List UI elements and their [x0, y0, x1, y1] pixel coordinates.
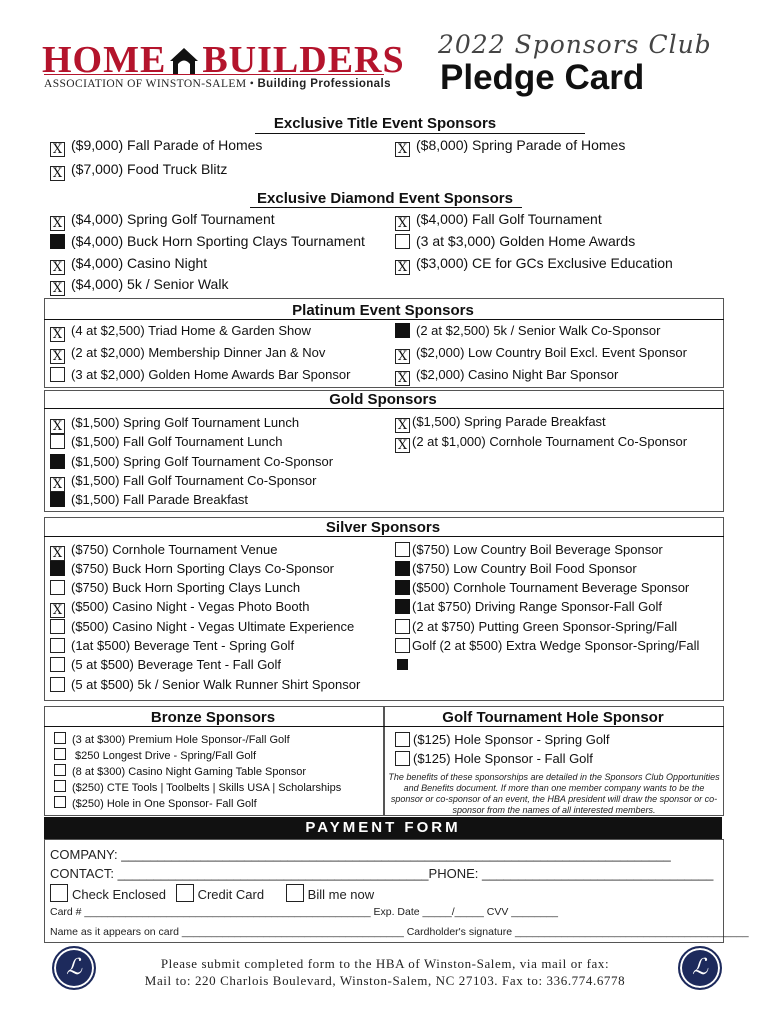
- option-label: (1at $750) Driving Range Sponsor-Fall Golf: [412, 599, 663, 614]
- credit-card-label: Credit Card: [197, 887, 265, 902]
- option-label: (1at $500) Beverage Tent - Spring Golf: [71, 638, 295, 653]
- checkbox[interactable]: [50, 234, 65, 249]
- checkbox[interactable]: [50, 561, 65, 576]
- option-label: ($750) Cornhole Tournament Venue: [71, 542, 278, 557]
- bronze-sponsors-heading: Bronze Sponsors: [150, 709, 276, 726]
- logo-tagline: Building Professionals: [257, 78, 391, 90]
- sponsor-option[interactable]: [50, 210, 275, 231]
- option-label: $250 Longest Drive - Spring/Fall Golf: [72, 750, 257, 762]
- sponsor-option[interactable]: [395, 210, 602, 231]
- checkbox[interactable]: [395, 638, 410, 653]
- hba-seal-left: ℒ: [52, 946, 96, 990]
- sponsor-option[interactable]: [395, 541, 663, 559]
- checkbox[interactable]: [50, 492, 65, 507]
- sponsor-option[interactable]: [395, 344, 687, 364]
- sponsor-option[interactable]: [50, 344, 325, 364]
- option-label: (8 at $300) Casino Night Gaming Table Sponsor: [72, 766, 306, 778]
- checkbox[interactable]: [395, 561, 410, 576]
- bill-me-label: Bill me now: [307, 887, 375, 902]
- submission-instructions: [100, 955, 670, 989]
- footer-line-1: Please submit completed form to the HBA of Winston-Salem, via mail or fax:: [160, 956, 610, 971]
- club-title: 2022 Sponsors Club: [438, 30, 712, 59]
- option-label: ($1,500) Spring Parade Breakfast: [412, 414, 606, 429]
- checkbox[interactable]: X: [395, 142, 410, 157]
- option-label: ($1,500) Spring Golf Tournament Lunch: [71, 415, 300, 430]
- credit-card-checkbox[interactable]: [176, 884, 194, 902]
- checkbox[interactable]: X: [50, 546, 65, 561]
- sponsor-option[interactable]: [395, 136, 625, 157]
- option-label: ($1,500) Spring Golf Tournament Co-Sponsor: [71, 454, 334, 469]
- golf-hole-rule: [384, 726, 724, 727]
- sponsor-option[interactable]: [395, 413, 606, 433]
- footer-line-2: Mail to: 220 Charlois Boulevard, Winston-Salem, NC 27103. Fax to: 336.774.6778: [144, 973, 626, 988]
- option-label: ($500) Cornhole Tournament Beverage Sponsor: [412, 580, 690, 595]
- checkbox[interactable]: [50, 367, 65, 382]
- checkbox[interactable]: X: [50, 216, 65, 231]
- sponsor-option[interactable]: [50, 676, 360, 694]
- checkbox[interactable]: [50, 677, 65, 692]
- title-sponsors-rule: [255, 133, 585, 134]
- option-label: (4 at $2,500) Triad Home & Garden Show: [71, 323, 311, 338]
- checkbox[interactable]: [54, 748, 66, 760]
- option-label: ($4,000) 5k / Senior Walk: [71, 276, 229, 292]
- sponsor-option[interactable]: [50, 541, 277, 561]
- option-label: (5 at $500) 5k / Senior Walk Runner Shirt Sponsor: [71, 677, 361, 692]
- benefits-note: The benefits of these sponsorships are detailed in the Sponsors Club Opportunities and Benefits document. If more than one member company wants to be the sponsor or co-sponsor of an event, the HBA president will draw the sponsor or co-sponsor from the names of all interested members.: [388, 772, 720, 815]
- card-number-field[interactable]: Card # _________________________________________________ Exp. Date _____/_____ CVV ________: [50, 906, 558, 918]
- checkbox[interactable]: X: [50, 260, 65, 275]
- sponsor-option[interactable]: [50, 254, 207, 275]
- option-label: ($9,000) Fall Parade of Homes: [71, 137, 263, 153]
- contact-field[interactable]: CONTACT: ___________________________________________PHONE: ________________________________: [50, 866, 714, 881]
- checkbox[interactable]: X: [395, 349, 410, 364]
- sponsor-option[interactable]: [54, 780, 341, 795]
- check-enclosed-checkbox[interactable]: [50, 884, 68, 902]
- checkbox[interactable]: [395, 599, 410, 614]
- checkbox[interactable]: X: [50, 327, 65, 342]
- checkbox[interactable]: X: [50, 477, 65, 492]
- checkbox[interactable]: X: [395, 216, 410, 231]
- payment-method-options: [50, 884, 374, 902]
- checkbox[interactable]: X: [395, 260, 410, 275]
- checkbox[interactable]: X: [50, 603, 65, 618]
- checkbox[interactable]: X: [395, 418, 410, 433]
- platinum-sponsors-heading: Platinum Event Sponsors: [292, 302, 474, 319]
- sponsor-option[interactable]: [395, 750, 593, 768]
- option-label: ($250) CTE Tools | Toolbelts | Skills USA | Scholarships: [72, 782, 342, 794]
- gold-rule: [44, 408, 724, 409]
- sponsor-option[interactable]: [50, 136, 262, 157]
- filled-checkbox-mark[interactable]: [397, 659, 408, 670]
- sponsor-option[interactable]: [50, 579, 300, 597]
- option-label: (2 at $2,500) 5k / Senior Walk Co-Sponsor: [416, 323, 661, 338]
- option-label: ($125) Hole Sponsor - Spring Golf: [413, 732, 610, 747]
- title-sponsors-heading: Exclusive Title Event Sponsors: [273, 115, 497, 132]
- checkbox[interactable]: [395, 234, 410, 249]
- option-label: ($8,000) Spring Parade of Homes: [416, 137, 626, 153]
- checkbox[interactable]: [54, 780, 66, 792]
- checkbox[interactable]: [50, 657, 65, 672]
- option-label: (5 at $500) Beverage Tent - Fall Golf: [71, 657, 282, 672]
- platinum-rule: [44, 319, 724, 320]
- checkbox[interactable]: [395, 323, 410, 338]
- sponsor-option[interactable]: [50, 560, 334, 578]
- checkbox[interactable]: [50, 454, 65, 469]
- company-field[interactable]: COMPANY: ____________________________________________________________________________: [50, 847, 671, 862]
- option-label: ($2,000) Low Country Boil Excl. Event Sponsor: [416, 345, 687, 360]
- sponsor-option[interactable]: [50, 472, 316, 492]
- option-label: ($1,500) Fall Parade Breakfast: [71, 492, 249, 507]
- checkbox[interactable]: X: [50, 419, 65, 434]
- sponsor-option[interactable]: [50, 322, 311, 342]
- option-label: (3 at $300) Premium Hole Sponsor-/Fall Golf: [72, 734, 290, 746]
- logo-home-text: HOME: [42, 39, 167, 81]
- silver-sponsors-heading: Silver Sponsors: [325, 519, 441, 536]
- checkbox[interactable]: [395, 732, 410, 747]
- option-label: ($500) Casino Night - Vegas Ultimate Experience: [71, 619, 355, 634]
- checkbox[interactable]: X: [395, 371, 410, 386]
- logo-association-text: ASSOCIATION OF WINSTON-SALEM: [44, 78, 247, 90]
- bill-me-checkbox[interactable]: [286, 884, 304, 902]
- sponsor-option[interactable]: [54, 732, 290, 747]
- sponsor-option[interactable]: [54, 764, 306, 779]
- checkbox[interactable]: [395, 751, 410, 766]
- sponsor-option[interactable]: [50, 414, 299, 434]
- option-label: Golf (2 at $500) Extra Wedge Sponsor-Spring/Fall: [412, 638, 700, 653]
- sponsor-option[interactable]: [54, 796, 257, 811]
- checkbox[interactable]: [54, 732, 66, 744]
- checkbox[interactable]: X: [50, 281, 65, 296]
- sponsor-option[interactable]: [50, 453, 333, 471]
- sponsor-option[interactable]: [50, 618, 354, 636]
- sponsor-option[interactable]: [395, 232, 635, 250]
- option-label: ($4,000) Casino Night: [71, 255, 208, 271]
- option-label: ($4,000) Spring Golf Tournament: [71, 211, 275, 227]
- house-icon: [168, 43, 200, 73]
- payment-form-heading: PAYMENT FORM: [44, 817, 722, 839]
- checkbox[interactable]: [395, 619, 410, 634]
- option-label: ($3,000) CE for GCs Exclusive Education: [416, 255, 673, 271]
- sponsor-option[interactable]: [50, 598, 309, 618]
- sponsor-option[interactable]: [54, 748, 256, 763]
- sponsor-option[interactable]: [395, 579, 689, 597]
- bronze-rule: [44, 726, 384, 727]
- checkbox[interactable]: X: [395, 438, 410, 453]
- sponsor-option[interactable]: [395, 322, 660, 340]
- sponsor-option[interactable]: [50, 637, 294, 655]
- option-label: ($125) Hole Sponsor - Fall Golf: [413, 751, 593, 766]
- option-label: (2 at $750) Putting Green Sponsor-Spring/Fall: [412, 619, 678, 634]
- logo-rule: [44, 74, 384, 75]
- sponsor-option[interactable]: [50, 160, 227, 181]
- sponsor-option[interactable]: [395, 254, 673, 275]
- sponsor-option[interactable]: [50, 275, 228, 296]
- diamond-sponsors-rule: [250, 207, 522, 208]
- option-label: ($4,000) Buck Horn Sporting Clays Tournament: [71, 233, 365, 249]
- sponsor-option[interactable]: [50, 366, 350, 384]
- option-label: ($750) Buck Horn Sporting Clays Co-Sponsor: [71, 561, 335, 576]
- option-label: (2 at $2,000) Membership Dinner Jan & Nov: [71, 345, 326, 360]
- option-label: ($7,000) Food Truck Blitz: [71, 161, 228, 177]
- logo-builders-text: BUILDERS: [202, 39, 405, 81]
- gold-sponsors-heading: Gold Sponsors: [329, 391, 437, 408]
- sponsor-option[interactable]: [395, 637, 699, 655]
- logo-separator: •: [249, 78, 255, 90]
- sponsor-option[interactable]: [50, 433, 283, 451]
- checkbox[interactable]: X: [50, 349, 65, 364]
- checkbox[interactable]: [54, 796, 66, 808]
- option-label: (3 at $2,000) Golden Home Awards Bar Sponsor: [71, 367, 351, 382]
- option-label: ($1,500) Fall Golf Tournament Co-Sponsor: [71, 473, 317, 488]
- option-label: ($750) Low Country Boil Beverage Sponsor: [412, 542, 663, 557]
- option-label: (3 at $3,000) Golden Home Awards: [416, 233, 636, 249]
- pledge-title: Pledge Card: [440, 58, 645, 97]
- checkbox[interactable]: [54, 764, 66, 776]
- sponsor-option[interactable]: [50, 491, 248, 509]
- option-label: ($4,000) Fall Golf Tournament: [416, 211, 602, 227]
- sponsor-option[interactable]: [395, 560, 637, 578]
- logo-subtitle: [44, 78, 391, 90]
- silver-rule: [44, 536, 724, 537]
- option-label: ($1,500) Fall Golf Tournament Lunch: [71, 434, 283, 449]
- option-label: ($500) Casino Night - Vegas Photo Booth: [71, 599, 310, 614]
- checkbox[interactable]: [395, 542, 410, 557]
- checkbox[interactable]: [395, 580, 410, 595]
- diamond-sponsors-heading: Exclusive Diamond Event Sponsors: [257, 190, 513, 207]
- checkbox[interactable]: X: [50, 142, 65, 157]
- check-enclosed-label: Check Enclosed: [72, 887, 166, 902]
- checkbox[interactable]: [50, 619, 65, 634]
- golf-hole-sponsor-heading: Golf Tournament Hole Sponsor: [442, 709, 664, 726]
- option-label: (2 at $1,000) Cornhole Tournament Co-Sponsor: [412, 434, 688, 449]
- checkbox[interactable]: [50, 638, 65, 653]
- sponsor-option[interactable]: [395, 366, 618, 386]
- sponsor-option[interactable]: [395, 618, 677, 636]
- checkbox[interactable]: X: [50, 166, 65, 181]
- option-label: ($250) Hole in One Sponsor- Fall Golf: [72, 798, 257, 810]
- option-label: ($750) Buck Horn Sporting Clays Lunch: [71, 580, 301, 595]
- sponsor-option[interactable]: [395, 598, 662, 616]
- option-label: ($750) Low Country Boil Food Sponsor: [412, 561, 637, 576]
- hba-seal-right: ℒ: [678, 946, 722, 990]
- option-label: ($2,000) Casino Night Bar Sponsor: [416, 367, 619, 382]
- checkbox[interactable]: [50, 434, 65, 449]
- sponsor-option[interactable]: [50, 656, 281, 674]
- cardholder-name-field[interactable]: Name as it appears on card ______________________________________ Cardholder's signature ________________________________________: [50, 926, 749, 938]
- sponsor-option[interactable]: [50, 232, 365, 250]
- checkbox[interactable]: [50, 580, 65, 595]
- sponsor-option[interactable]: [395, 433, 687, 453]
- sponsor-option[interactable]: [395, 731, 610, 749]
